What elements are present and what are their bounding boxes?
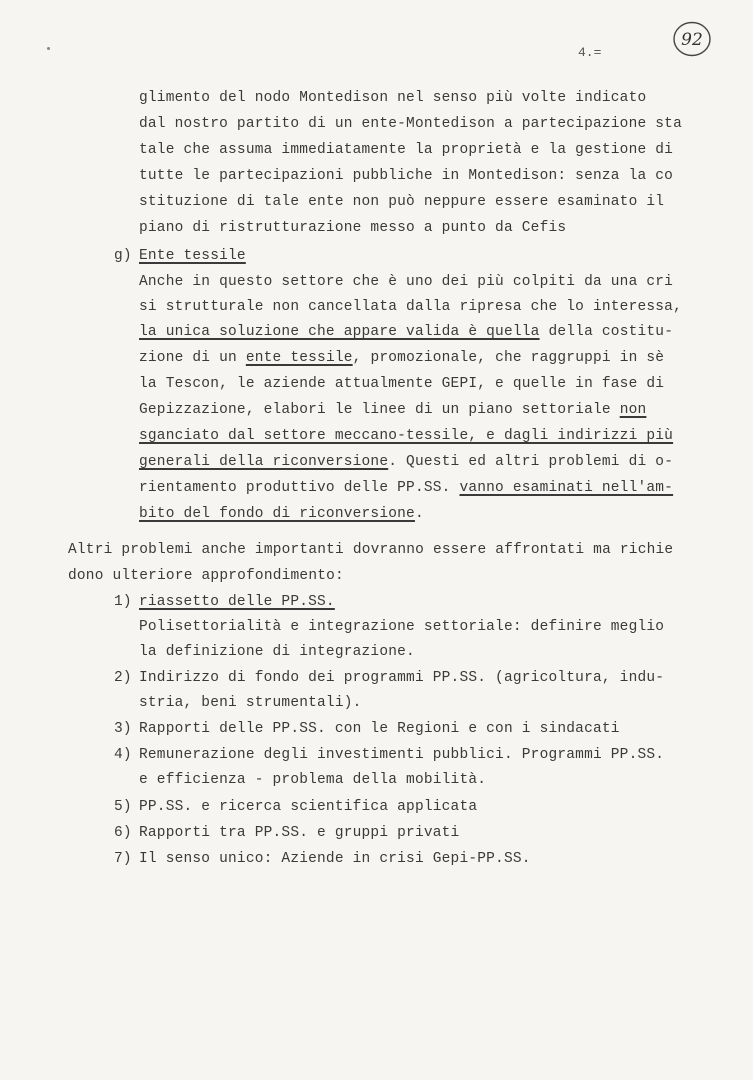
text-line: stria, beni strumentali). <box>139 695 362 711</box>
underlined-phrase: sganciato dal settore meccano-tessile, e dagli indirizzi più <box>139 428 674 444</box>
list-number: 1) <box>114 594 132 610</box>
text-line: rientamento produttivo delle PP.SS. vanno esaminati nell'am- <box>139 480 674 496</box>
text-line: la unica soluzione che appare valida è quella della costitu- <box>139 324 674 340</box>
list-number: 5) <box>114 799 132 815</box>
underlined-phrase: la unica soluzione che appare valida è quella <box>139 324 540 340</box>
text-line: dono ulteriore approfondimento: <box>68 568 344 584</box>
list-item: Remunerazione degli investimenti pubblici. Programmi PP.SS. <box>139 747 665 763</box>
text-line: tutte le partecipazioni pubbliche in Montedison: senza la co <box>139 168 674 184</box>
folio-number-stamp <box>672 20 712 58</box>
list-item-heading: riassetto delle PP.SS. <box>139 594 335 610</box>
underlined-phrase: non <box>619 402 647 418</box>
text-line: dal nostro partito di un ente-Montedison a partecipazione sta <box>139 116 682 132</box>
text-line <box>139 426 673 446</box>
scan-speck <box>47 47 50 50</box>
text-line: Altri problemi anche importanti dovranno essere affrontati ma richie <box>68 542 674 558</box>
text-line: la Tescon, le aziende attualmente GEPI, e quelle in fase di <box>139 376 665 392</box>
text-line: e efficienza - problema della mobilità. <box>139 772 487 788</box>
text-line: stituzione di tale ente non può neppure essere esaminato il <box>139 194 665 210</box>
text-line: glimento del nodo Montedison nel senso più volte indicato <box>139 90 647 106</box>
section-label: g) <box>114 248 132 264</box>
underlined-phrase: generali della riconversione <box>139 454 389 470</box>
list-number: 2) <box>114 670 132 686</box>
text-line: Polisettorialità e integrazione settoriale: definire meglio <box>139 619 665 635</box>
text-line: bito del fondo di riconversione. <box>139 506 424 522</box>
text-line: generali della riconversione. Questi ed altri problemi di o- <box>139 454 674 470</box>
list-item: PP.SS. e ricerca scientifica applicata <box>139 799 478 815</box>
list-item: Rapporti delle PP.SS. con le Regioni e con i sindacati <box>139 721 620 737</box>
text-line: si strutturale non cancellata dalla ripresa che lo interessa, <box>139 299 682 315</box>
section-heading: Ente tessile <box>139 248 246 264</box>
underlined-phrase: vanno esaminati nell'am- <box>459 480 674 496</box>
text-line: Anche in questo settore che è uno dei più colpiti da una cri <box>139 274 674 290</box>
list-item: Rapporti tra PP.SS. e gruppi privati <box>139 825 460 841</box>
list-number: 4) <box>114 747 132 763</box>
list-item: Il senso unico: Aziende in crisi Gepi-PP.SS. <box>139 851 531 867</box>
list-number: 3) <box>114 721 132 737</box>
underlined-phrase: ente tessile <box>245 350 353 366</box>
text-line: zione di un ente tessile, promozionale, che raggruppi in sè <box>139 350 665 366</box>
text-line: Gepizzazione, elabori le linee di un piano settoriale non <box>139 402 647 418</box>
text-line: piano di ristrutturazione messo a punto da Cefis <box>139 220 567 236</box>
text-line: la definizione di integrazione. <box>139 644 415 660</box>
svg-text:92: 92 <box>681 30 703 50</box>
list-number: 6) <box>114 825 132 841</box>
underlined-phrase: bito del fondo di riconversione <box>139 506 415 522</box>
list-number: 7) <box>114 851 132 867</box>
page-number: 4.= <box>578 45 602 60</box>
text-line: tale che assuma immediatamente la proprietà e la gestione di <box>139 142 674 158</box>
list-item: Indirizzo di fondo dei programmi PP.SS. (agricoltura, indu- <box>139 670 665 686</box>
